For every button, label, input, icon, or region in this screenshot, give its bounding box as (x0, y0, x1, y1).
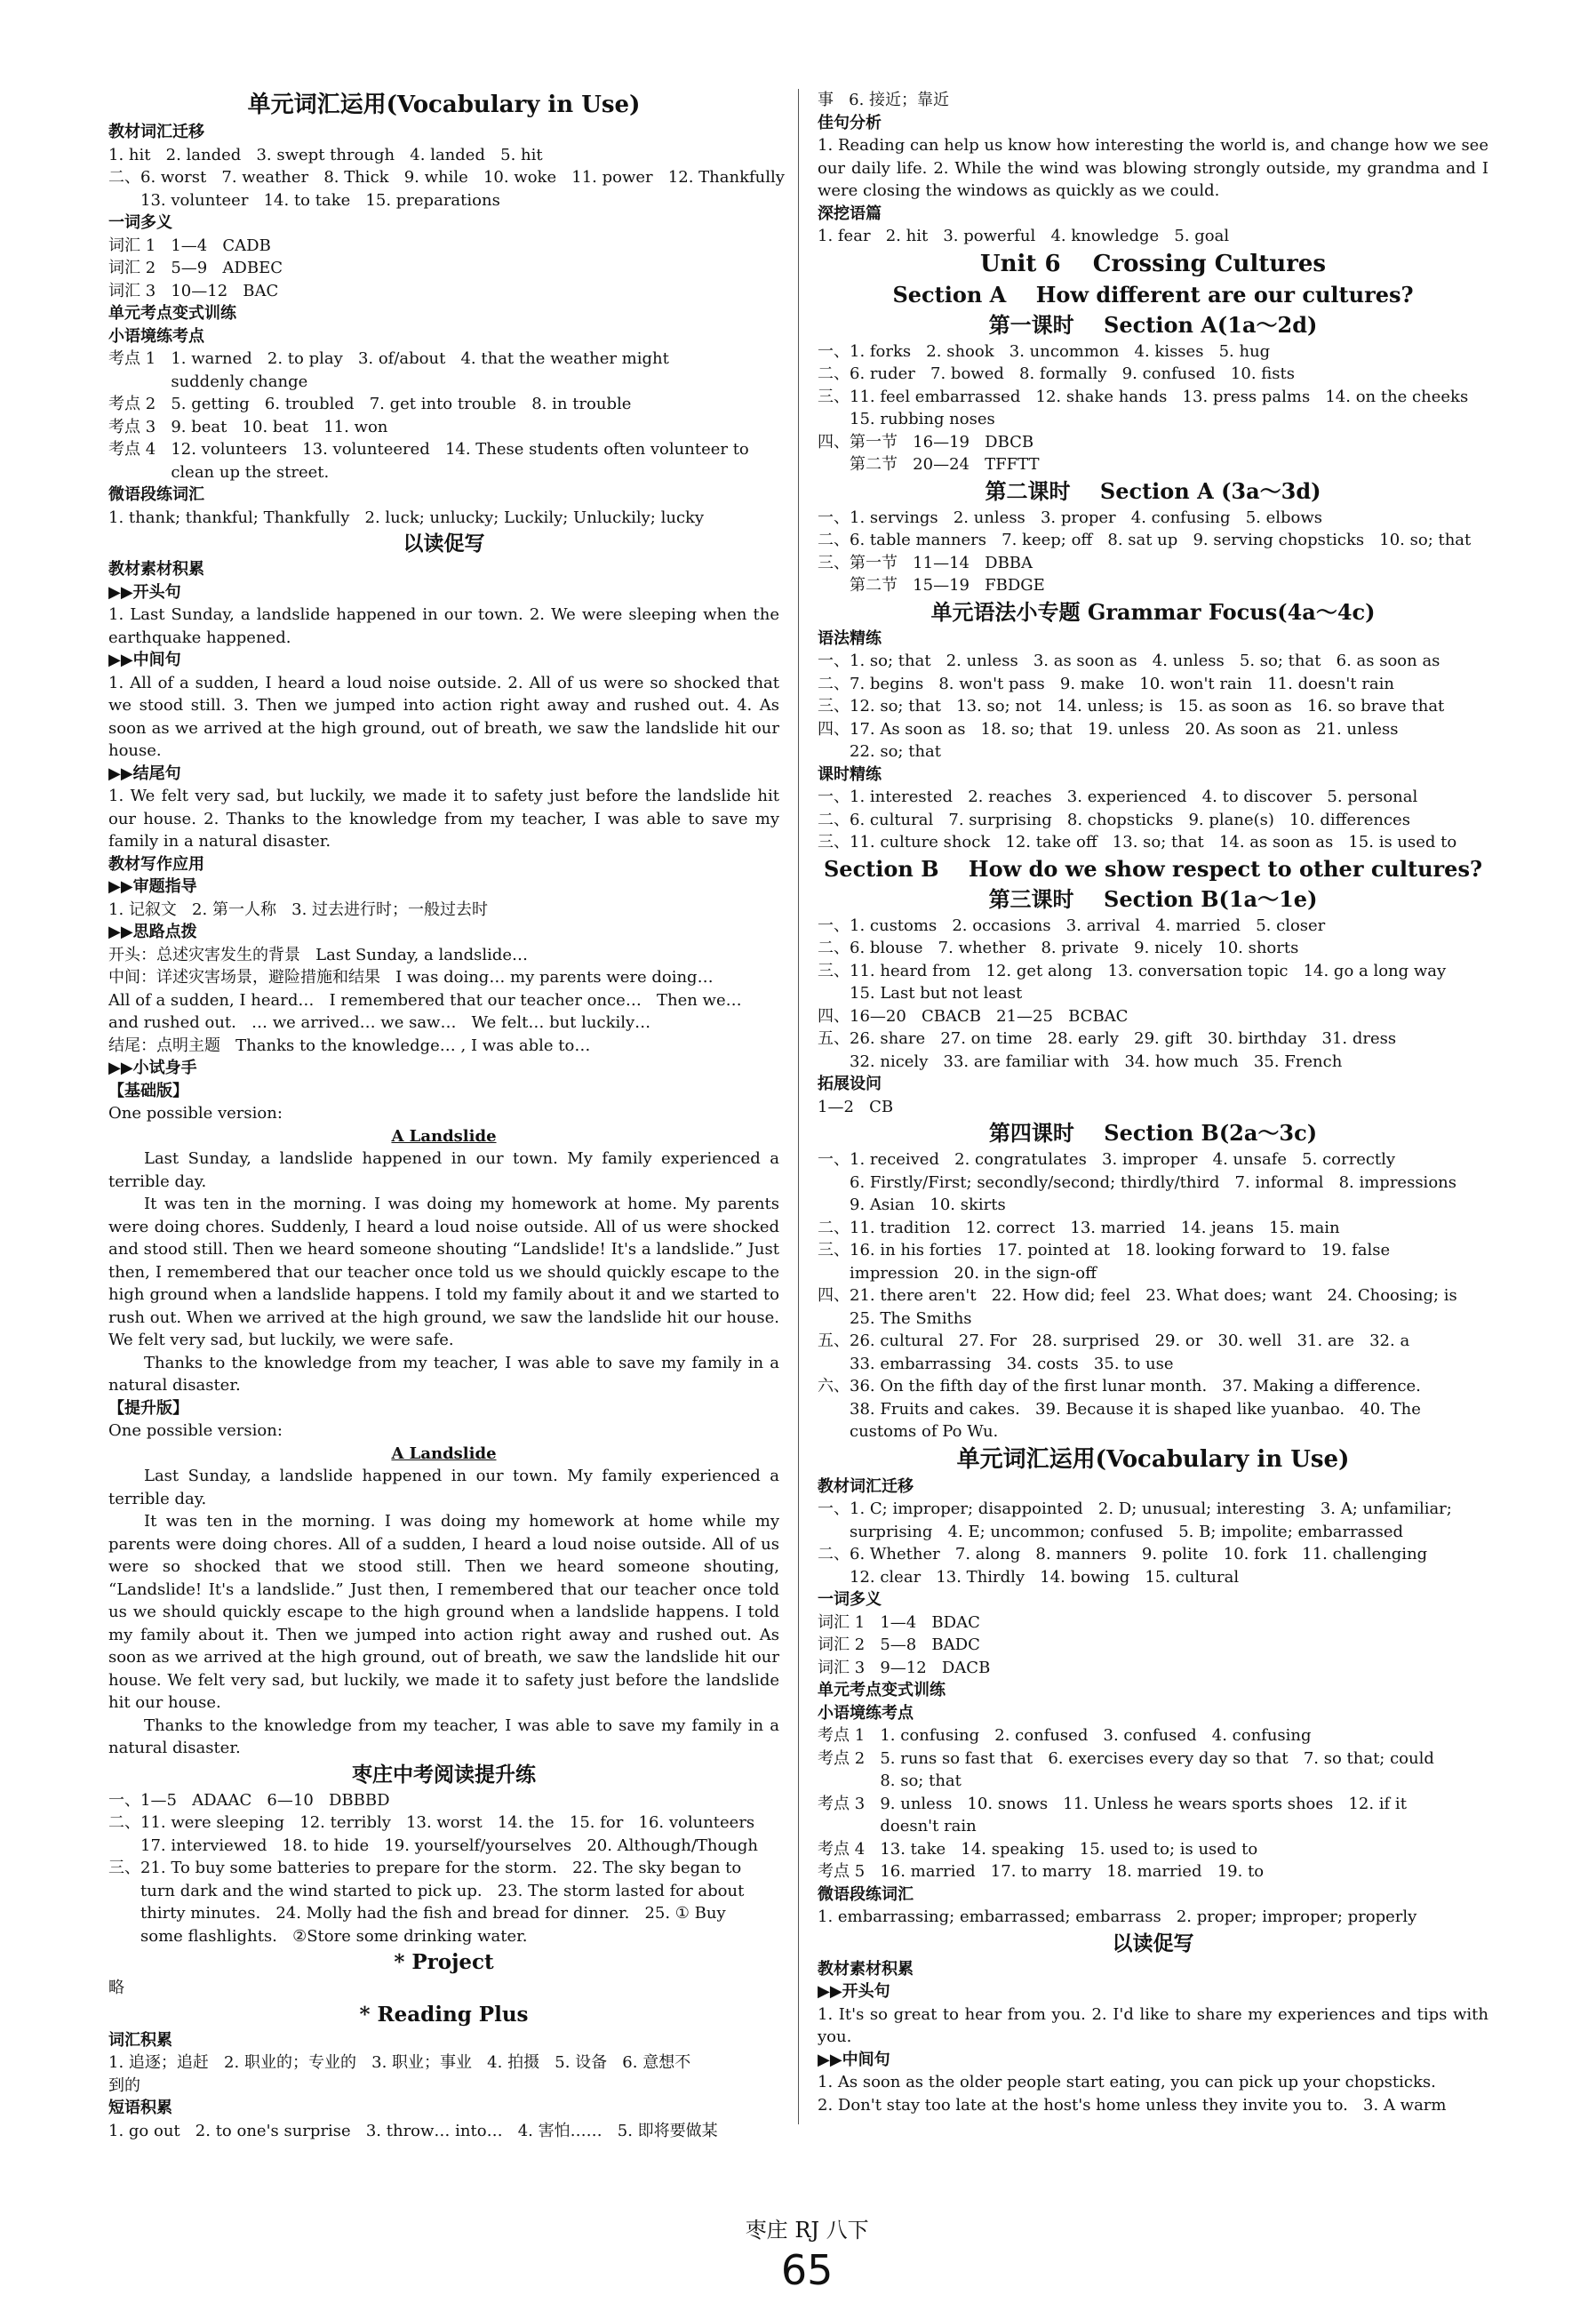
answer-line: 25. The Smiths (850, 1308, 972, 1328)
label-heading: ▶▶审题指导 (108, 877, 197, 896)
label-heading: 拓展设问 (818, 1075, 882, 1093)
answer-line: 考点 2 5. runs so fast that 6. exercises every day so that 7. so that; could (818, 1748, 1434, 1768)
footer-edition-label: 枣庄 RJ 八下 (745, 2218, 869, 2243)
subsection-title: * Reading Plus (359, 2002, 529, 2027)
answer-line: 结尾：点明主题 Thanks to the knowledge… , I was able to… (108, 1036, 591, 1055)
answer-line: 二、11. were sleeping 12. terribly 13. worst 14. the 15. for 16. volunteers (108, 1813, 755, 1832)
answer-line: 考点 4 13. take 14. speaking 15. used to; is used to (818, 1839, 1258, 1859)
label-heading: 一词多义 (818, 1590, 882, 1609)
right-column (818, 89, 1488, 2116)
paragraph: 1. We felt very sad, but luckily, we made it to safety just before the landslide hit our house. 2. Thanks to the knowledge from my teacher, I was able to save my family in a natural disaster. (108, 787, 779, 851)
answer-line: 一、1. so; that 2. unless 3. as soon as 4. unless 5. so; that 6. as soon as (818, 652, 1440, 670)
answer-line: 六、36. On the fifth day of the first lunar month. 37. Making a difference. (818, 1377, 1421, 1395)
essay-title: A Landslide (391, 1443, 497, 1463)
answer-line: 考点 1 1. confusing 2. confused 3. confused 4. confusing (818, 1726, 1312, 1745)
subsection-title: 第一课时 Section A(1a～2d) (988, 311, 1318, 338)
essay-paragraph: Thanks to the knowledge from my teacher, I was able to save my family in a natural disaster. (108, 1353, 779, 1395)
subsection-title: * Project (394, 1950, 494, 1974)
label-heading: 微语段练词汇 (108, 485, 204, 504)
answer-line: 考点 2 5. getting 6. troubled 7. get into trouble 8. in trouble (108, 395, 632, 413)
answer-line: 四、21. there aren't 22. How did; feel 23. What does; want 24. Choosing; is (818, 1286, 1457, 1305)
answer-line: 中间：详述灾害场景，避险措施和结果 I was doing… my parents were doing… (108, 968, 714, 987)
answer-line: thirty minutes. 24. Molly had the fish and bread for dinner. 25. ① Buy (140, 1904, 726, 1923)
answer-line: 2. Don't stay too late at the host's home unless they invite you to. 3. A warm (818, 2095, 1447, 2115)
label-heading: ▶▶开头句 (108, 582, 181, 602)
answer-line: 1—2 CB (818, 1097, 894, 1116)
answer-line: 33. embarrassing 34. costs 35. to use (850, 1354, 1174, 1373)
answer-line: 15. Last but not least (850, 984, 1023, 1003)
answer-line: 一、1. servings 2. unless 3. proper 4. confusing 5. elbows (818, 508, 1323, 527)
label-heading: 词汇积累 (108, 2030, 172, 2050)
label-heading: 深挖语篇 (818, 204, 882, 223)
answer-line: suddenly change (140, 372, 308, 391)
section-title: 单元词汇运用(Vocabulary in Use) (247, 92, 641, 118)
answer-line: 二、6. table manners 7. keep; off 8. sat up 9. serving chopsticks 10. so; that (818, 531, 1472, 549)
answer-line: 一、1. customs 2. occasions 3. arrival 4. married 5. closer (818, 916, 1326, 935)
answer-line: customs of Po Wu. (850, 1422, 999, 1441)
answer-line: 8. so; that (850, 1771, 962, 1790)
essay-title: A Landslide (391, 1126, 497, 1146)
answer-line: 二、6. cultural 7. surprising 8. chopsticks 9. plane(s) 10. differences (818, 810, 1410, 829)
answer-line: 事 6. 接近；靠近 (818, 91, 950, 109)
answer-line: 略 (108, 1979, 124, 1997)
subsection-title: 第二课时 Section A (3a～3d) (985, 477, 1321, 504)
essay-paragraph: Last Sunday, a landslide happened in our town. My family experienced a terrible day. (108, 1467, 779, 1508)
answer-line: 第二节 15—19 FBDGE (850, 576, 1045, 595)
answer-line: 三、11. culture shock 12. take off 13. so; that 14. as soon as 15. is used to (818, 833, 1457, 852)
label-heading: 单元考点变式训练 (818, 1681, 946, 1699)
subsection-title: Section B How do we show respect to other cultures? (823, 855, 1483, 882)
label-heading: 【提升版】 (108, 1398, 188, 1418)
answer-line: 13. volunteer 14. to take 15. preparations (140, 190, 500, 210)
label-heading: 教材素材积累 (108, 560, 204, 579)
answer-line: 四、16—20 CBACB 21—25 BCBAC (818, 1006, 1129, 1026)
label-heading: 课时精练 (818, 764, 882, 784)
answer-line: 词汇 3 9—12 DACB (818, 1658, 991, 1677)
label-heading: 一词多义 (108, 213, 172, 232)
answer-line: 考点 1 1. warned 2. to play 3. of/about 4. that the weather might (108, 349, 669, 368)
answer-line: 6. Firstly/First; secondly/second; thirdly/third 7. informal 8. impressions (850, 1172, 1456, 1192)
answer-line: doesn't rain (850, 1817, 977, 1835)
subsection-title: 以读促写 (1112, 1931, 1194, 1955)
answer-line: 词汇 2 5—8 BADC (818, 1635, 980, 1654)
page-number: 65 (780, 2246, 834, 2294)
answer-line: 1. As soon as the older people start eating, you can pick up your chopsticks. (818, 2073, 1436, 2091)
answer-line: 1. fear 2. hit 3. powerful 4. knowledge 5. goal (818, 227, 1230, 245)
answer-line: and rushed out. … we arrived… we saw… We felt… but luckily… (108, 1013, 651, 1032)
answer-line: 五、26. cultural 27. For 28. surprised 29. or 30. well 31. are 32. a (818, 1331, 1410, 1350)
label-heading: ▶▶开头句 (818, 1982, 890, 2001)
answer-line: 1. embarrassing; embarrassed; embarrass 2. proper; improper; properly (818, 1907, 1417, 1926)
answer-line: 一、1. received 2. congratulates 3. improper 4. unsafe 5. correctly (818, 1150, 1396, 1169)
answer-line: 考点 3 9. beat 10. beat 11. won (108, 417, 388, 436)
answer-line: 1. thank; thankful; Thankfully 2. luck; unlucky; Luckily; Unluckily; lucky (108, 508, 705, 527)
answer-line: 第二节 20—24 TFFTT (850, 455, 1040, 474)
answer-line: 考点 3 9. unless 10. snows 11. Unless he wears sports shoes 12. if it (818, 1794, 1407, 1813)
answer-line: 二、6. blouse 7. whether 8. private 9. nicely 10. shorts (818, 939, 1299, 957)
answer-line: All of a sudden, I heard… I remembered that our teacher once… Then we… (108, 990, 742, 1010)
answer-line: 22. so; that (850, 742, 941, 761)
answer-line: impression 20. in the sign-off (850, 1263, 1097, 1283)
section-title: 单元词汇运用(Vocabulary in Use) (956, 1445, 1350, 1473)
paragraph: 1. Last Sunday, a landslide happened in our town. 2. We were sleeping when the earthquake happened. (108, 605, 779, 647)
subsection-title: 以读促写 (403, 532, 485, 556)
answer-line: 1. 追逐；追赶 2. 职业的；专业的 3. 职业；事业 4. 拍摄 5. 设备 6. 意想不 (108, 2053, 691, 2072)
label-heading: ▶▶思路点拨 (108, 923, 197, 941)
label-heading: ▶▶中间句 (818, 2050, 890, 2069)
answer-line: 三、11. feel embarrassed 12. shake hands 13. press palms 14. on the cheeks (818, 387, 1469, 406)
label-heading: 教材词汇迁移 (818, 1476, 914, 1496)
answer-line: One possible version: (108, 1104, 283, 1123)
answer-line: 三、16. in his forties 17. pointed at 18. looking forward to 19. false (818, 1241, 1391, 1259)
essay-paragraph: Last Sunday, a landslide happened in our town. My family experienced a terrible day. (108, 1149, 779, 1191)
label-heading: 教材素材积累 (818, 1959, 914, 1979)
subsection-title: Section A How different are our cultures? (892, 281, 1414, 308)
answer-line: 12. clear 13. Thirdly 14. bowing 15. cultural (850, 1567, 1240, 1587)
answer-line: 38. Fruits and cakes. 39. Because it is shaped like yuanbao. 40. The (850, 1399, 1421, 1419)
answer-line: 二、7. begins 8. won't pass 9. make 10. won't rain 11. doesn't rain (818, 674, 1395, 693)
answer-line: 32. nicely 33. are familiar with 34. how much 35. French (850, 1052, 1343, 1071)
left-column (108, 89, 785, 2142)
label-heading: ▶▶中间句 (108, 651, 181, 669)
answer-line: 考点 5 16. married 17. to marry 18. married 19. to (818, 1862, 1265, 1881)
label-heading: 佳句分析 (818, 113, 882, 132)
subsection-title: 第四课时 Section B(2a～3c) (988, 1120, 1318, 1146)
answer-line: 二、6. worst 7. weather 8. Thick 9. while 10. woke 11. power 12. Thankfully (108, 168, 785, 187)
answer-line: 一、1. C; improper; disappointed 2. D; unusual; interesting 3. A; unfamiliar; (818, 1499, 1452, 1518)
answer-line: 二、11. tradition 12. correct 13. married 14. jeans 15. main (818, 1218, 1340, 1237)
answer-line: some flashlights. ②Store some drinking water. (140, 1926, 528, 1946)
label-heading: 小语境练考点 (108, 326, 204, 346)
label-heading: ▶▶结尾句 (108, 764, 181, 783)
paragraph: 1. All of a sudden, I heard a loud noise outside. 2. All of us were so shocked that we stood still. 3. Then we jumped into action right away and rushed out. 4. As soon as we arrived at the high ground, out of breath, we saw the landslide hit our house. (108, 673, 779, 760)
answer-line: 词汇 1 1—4 CADB (108, 236, 271, 255)
column-divider (798, 89, 799, 2124)
answer-line: 到的 (108, 2075, 140, 2095)
answer-line: 1. 记叙文 2. 第一人称 3. 过去进行时；一般过去时 (108, 900, 489, 919)
answer-line: 词汇 1 1—4 BDAC (818, 1612, 980, 1632)
label-heading: 微语段练词汇 (818, 1884, 914, 1904)
subsection-title: 枣庄中考阅读提升练 (352, 1762, 536, 1787)
label-heading: 教材写作应用 (108, 854, 204, 874)
answer-line: 三、第一节 11—14 DBBA (818, 553, 1033, 572)
subsection-title: 单元语法小专题 Grammar Focus(4a～4c) (930, 598, 1376, 625)
answer-line: 开头：总述灾害发生的背景 Last Sunday, a landslide… (108, 945, 529, 964)
label-heading: 【基础版】 (108, 1081, 188, 1100)
answer-line: 词汇 2 5—9 ADBEC (108, 259, 283, 277)
paragraph: 1. It's so great to hear from you. 2. I'd like to share my experiences and tips with you. (818, 2004, 1488, 2046)
label-heading: 教材词汇迁移 (108, 123, 204, 141)
answer-line: 五、26. share 27. on time 28. early 29. gift 30. birthday 31. dress (818, 1029, 1397, 1048)
answer-line: 词汇 3 10—12 BAC (108, 281, 279, 300)
answer-line: 15. rubbing noses (850, 410, 995, 428)
answer-line: surprising 4. E; uncommon; confused 5. B; impolite; embarrassed (850, 1522, 1404, 1541)
answer-line: 17. interviewed 18. to hide 19. yourself/yourselves 20. Although/Though (140, 1835, 759, 1855)
answer-line: One possible version: (108, 1421, 283, 1440)
answer-line: 三、21. To buy some batteries to prepare for the storm. 22. The sky began to (108, 1859, 742, 1877)
label-heading: 语法精练 (818, 628, 882, 648)
section-title: Unit 6 Crossing Cultures (979, 250, 1327, 277)
answer-line: 三、12. so; that 13. so; not 14. unless; is 15. as soon as 16. so brave that (818, 697, 1445, 716)
label-heading: ▶▶小试身手 (108, 1059, 197, 1077)
answer-line: 9. Asian 10. skirts (850, 1195, 1006, 1214)
answer-line: 三、11. heard from 12. get along 13. conversation topic 14. go a long way (818, 961, 1447, 980)
essay-paragraph: It was ten in the morning. I was doing my homework at home. My parents were doing chores. Suddenly, I heard a loud noise outside. All of us were shocked and stood still. Then we heard someone shouting “Landslide! It's a landslide.” Just then, I remembered that our teacher once told us we should quickly escape to the high ground when a landslide happens. I told my family about it and we started to rush out. When we arrived at the high ground, we saw the landslide hit our house. We felt very sad, but luckily, we were safe. (108, 1195, 779, 1349)
answer-line: 四、17. As soon as 18. so; that 19. unless 20. As soon as 21. unless (818, 719, 1399, 739)
answer-line: 一、1—5 ADAAC 6—10 DBBBD (108, 1790, 390, 1810)
answer-line: 1. go out 2. to one's surprise 3. throw… into… 4. 害怕…… 5. 即将要做某 (108, 2121, 718, 2140)
answer-line: 二、6. Whether 7. along 8. manners 9. polite 10. fork 11. challenging (818, 1545, 1428, 1563)
answer-line: 一、1. interested 2. reaches 3. experienced 4. to discover 5. personal (818, 788, 1418, 806)
answer-line: 1. hit 2. landed 3. swept through 4. landed 5. hit (108, 145, 543, 164)
answer-line: 考点 4 12. volunteers 13. volunteered 14. These students often volunteer to (108, 440, 749, 459)
essay-paragraph: It was ten in the morning. I was doing my homework at home while my parents were doing chores. All of a sudden, I heard a loud noise outside. All of us were so shocked that we stood still. Then we heard someone shouting, “Landslide! It's a landslide.” Just then, I remembered that our teacher once told us we should quickly escape to the high ground when a landslide happens. I told my family about it. Then we jumped into action right away and rushed out. As soon as we arrived at the high ground, out of breath, we saw the landslide hit our house. We felt very sad, but luckily, we made it to safety just before the landslide hit our house. (108, 1512, 779, 1712)
label-heading: 小语境练考点 (818, 1703, 914, 1723)
answer-line: 一、1. forks 2. shook 3. uncommon 4. kisses 5. hug (818, 341, 1271, 361)
label-heading: 短语积累 (108, 2099, 172, 2117)
answer-line: turn dark and the wind started to pick up. 23. The storm lasted for about (140, 1881, 745, 1900)
answer-line: 四、第一节 16—19 DBCB (818, 432, 1034, 452)
subsection-title: 第三课时 Section B(1a～1e) (988, 885, 1318, 912)
label-heading: 单元考点变式训练 (108, 304, 236, 323)
paragraph: 1. Reading can help us know how interesting the world is, and change how we see our daily life. 2. While the wind was blowing strongly outside, my grandma and I were closing the windows as quickly as we could. (818, 136, 1488, 200)
answer-line: clean up the street. (140, 462, 330, 482)
essay-paragraph: Thanks to the knowledge from my teacher, I was able to save my family in a natural disaster. (108, 1715, 779, 1757)
page-footer (0, 2195, 1596, 2311)
answer-line: 二、6. ruder 7. bowed 8. formally 9. confused 10. fists (818, 364, 1295, 383)
